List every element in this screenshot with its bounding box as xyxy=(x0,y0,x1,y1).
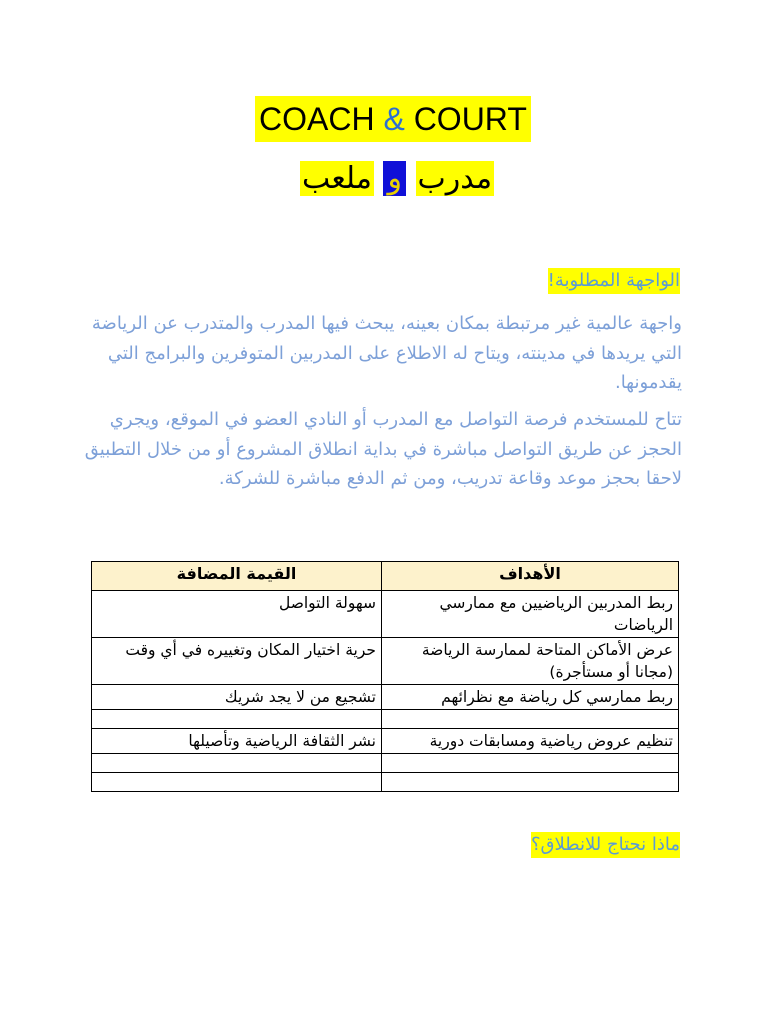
header-goals: الأهداف xyxy=(382,562,679,591)
table-row xyxy=(92,591,679,638)
table-cell-value: سهولة التواصل xyxy=(92,591,382,638)
table-cell-value: حرية اختيار المكان وتغييره في أي وقت xyxy=(92,638,382,685)
table-cell-value xyxy=(92,710,382,729)
table-row xyxy=(92,729,679,754)
table-row xyxy=(92,685,679,710)
title-coach: COACH xyxy=(259,101,375,137)
goals-table xyxy=(91,561,679,792)
table-cell-value xyxy=(92,754,382,773)
section-heading-requirements: ماذا نحتاج للانطلاق؟ xyxy=(531,832,680,858)
title-ar-court: ملعب xyxy=(302,161,372,196)
table-cell-value xyxy=(92,773,382,792)
table-cell-goal: تنظيم عروض رياضية ومسابقات دورية xyxy=(382,729,679,754)
header-added-value: القيمة المضافة xyxy=(92,562,382,591)
table-cell-goal xyxy=(382,754,679,773)
table-row xyxy=(92,754,679,773)
paragraph-booking-description: تتاح للمستخدم فرصة التواصل مع المدرب أو النادي العضو في الموقع، ويجري الحجز عن طريق التواصل مباشرة في بداية انطلاق المشروع أو من خلال التطبيق لاحقا بحجز موعد وقاعة تدريب، ومن ثم الدفع مباشرة للشركة. xyxy=(84,409,682,489)
title-court: COURT xyxy=(413,101,527,137)
table-cell-goal: ربط المدربين الرياضيين مع ممارسي الرياضات xyxy=(382,591,679,638)
table-cell-value: تشجيع من لا يجد شريك xyxy=(92,685,382,710)
table-cell-goal xyxy=(382,773,679,792)
table-cell-goal: عرض الأماكن المتاحة لممارسة الرياضة (مجانا أو مستأجرة) xyxy=(382,638,679,685)
table-header-row xyxy=(92,562,679,591)
table-cell-value: نشر الثقافة الرياضية وتأصيلها xyxy=(92,729,382,754)
table-row xyxy=(92,638,679,685)
english-title xyxy=(255,96,531,142)
arabic-title xyxy=(300,158,494,200)
title-ampersand: & xyxy=(383,101,405,137)
paragraph-interface-description: واجهة عالمية غير مرتبطة بمكان بعينه، يبحث فيها المدرب والمتدرب عن الرياضة التي يريدها في مدينته، ويتاح له الاطلاع على المدربين المتوفرين والبرامج التي يقدمونها. xyxy=(91,313,682,393)
table-row xyxy=(92,710,679,729)
table-cell-goal xyxy=(382,710,679,729)
table-cell-goal: ربط ممارسي كل رياضة مع نظرائهم xyxy=(382,685,679,710)
section-heading-interface: الواجهة المطلوبة! xyxy=(548,268,680,294)
table-row xyxy=(92,773,679,792)
title-ar-coach: مدرب xyxy=(417,161,493,196)
title-ar-and: و xyxy=(383,161,406,196)
